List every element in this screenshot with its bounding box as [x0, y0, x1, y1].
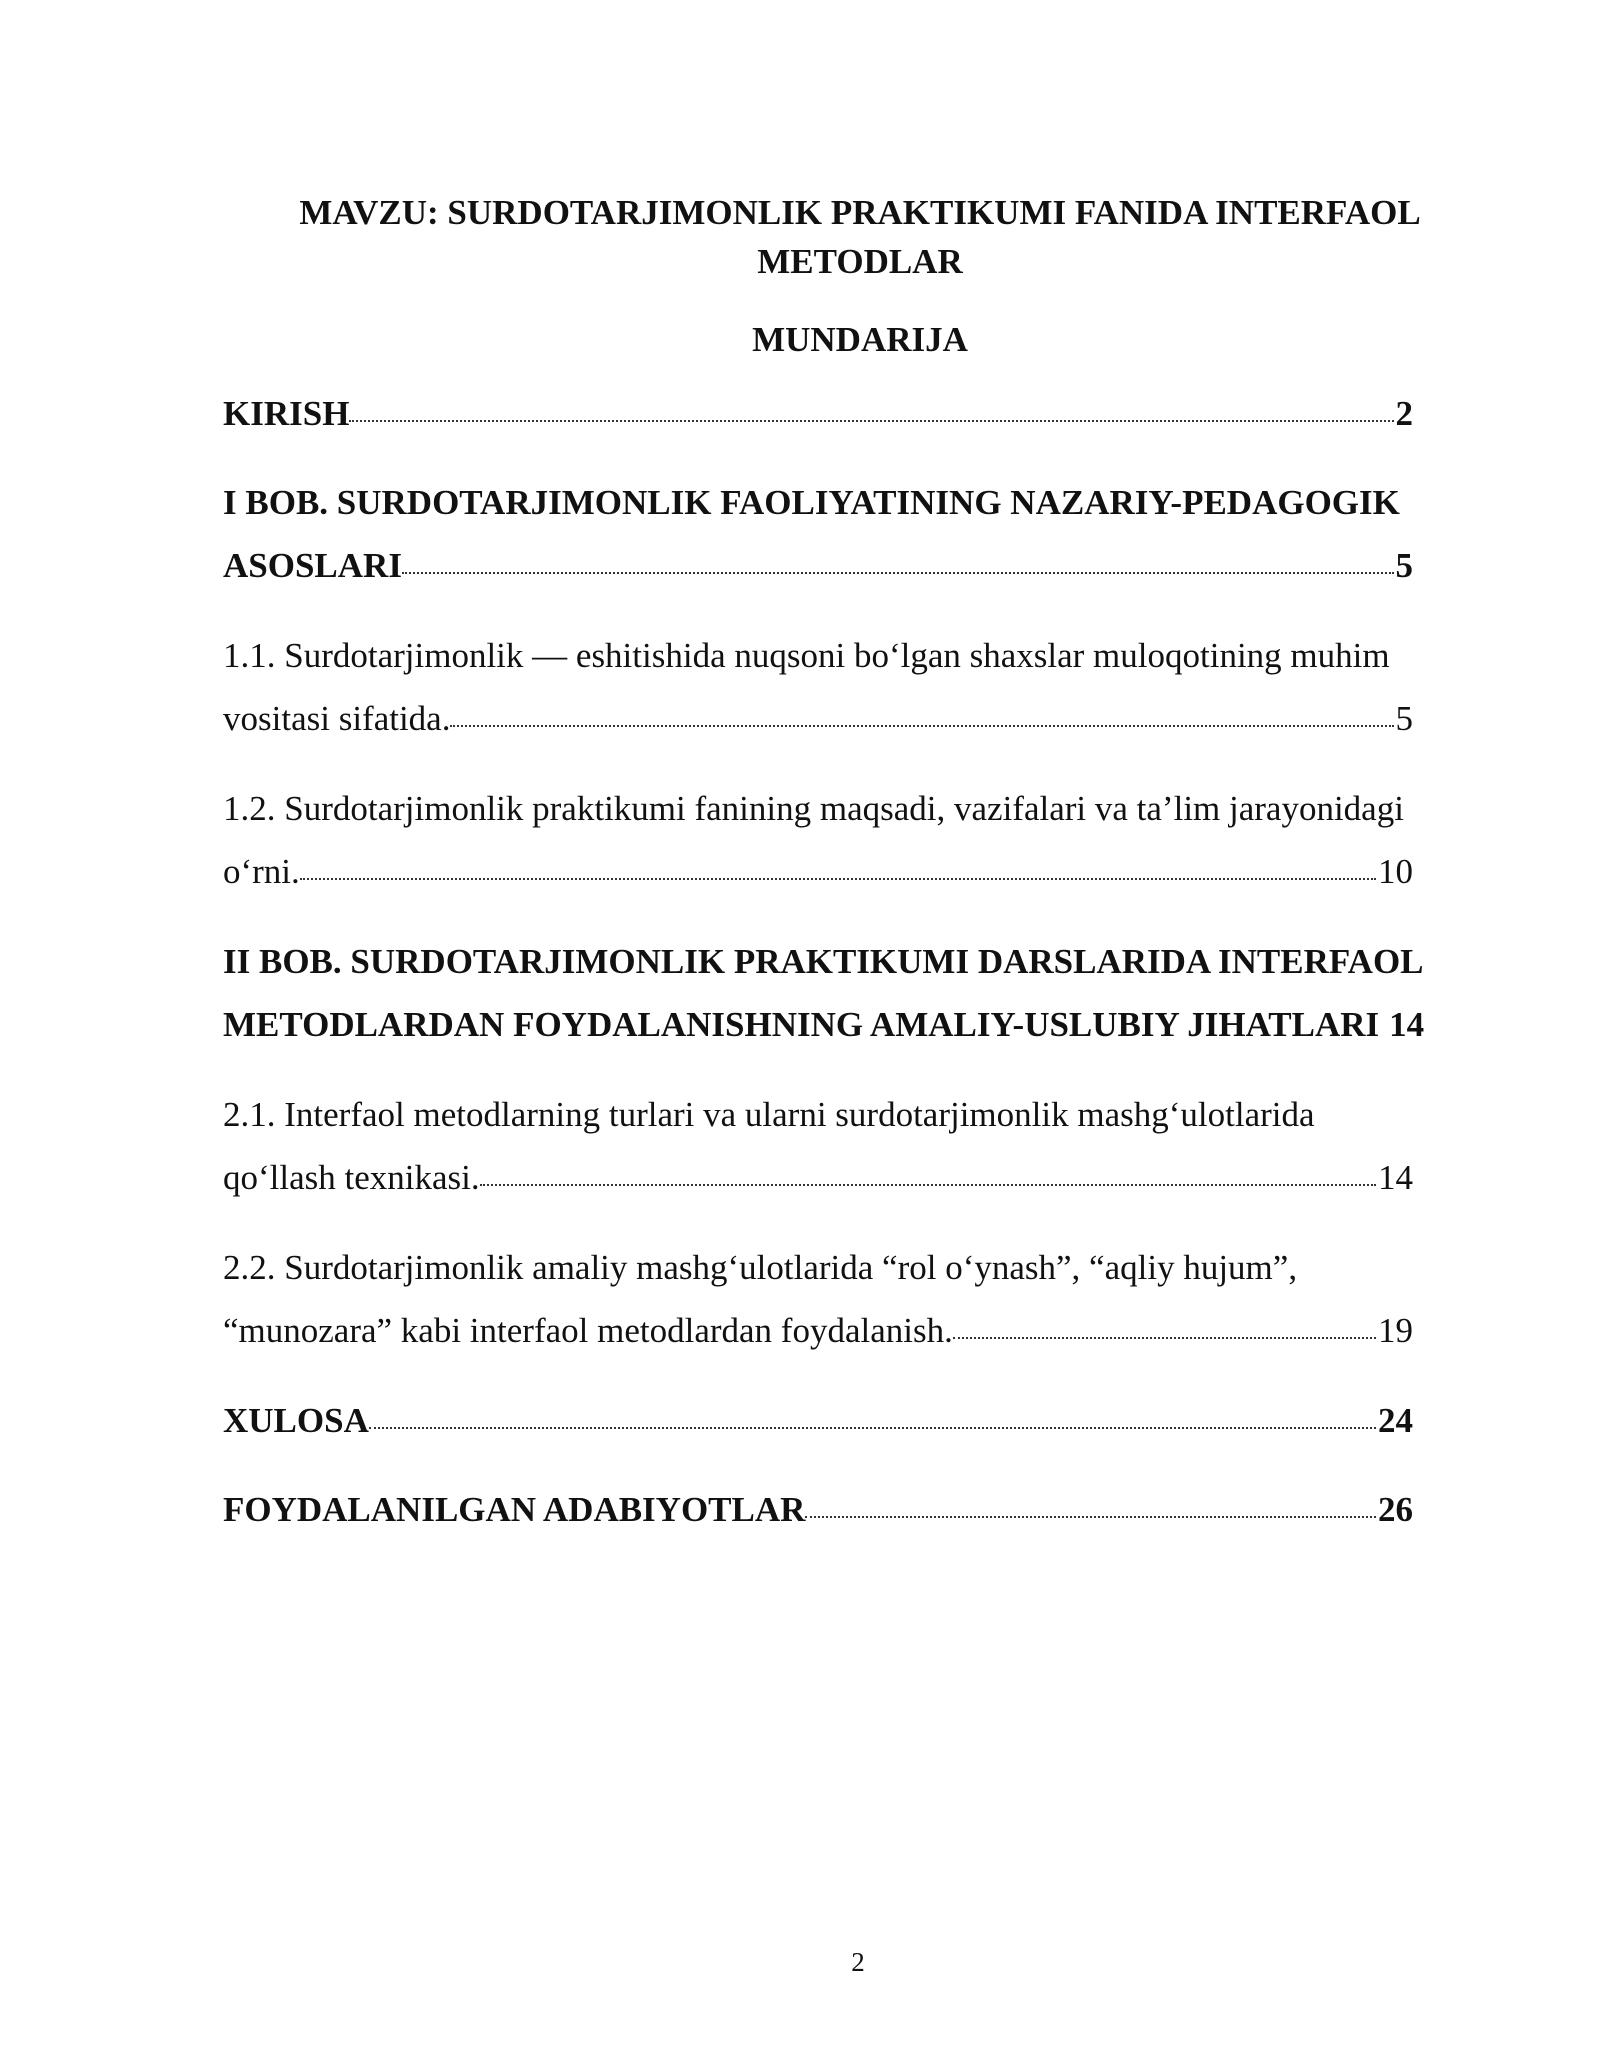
toc-page-number: 5 — [1395, 546, 1413, 585]
toc-page-number: 2 — [1395, 394, 1413, 433]
toc-entry-kirish[interactable] — [223, 382, 1413, 445]
toc-entry-label: II BOB. SURDOTARJIMONLIK PRAKTIKUMI DARSLARIDA INTERFAOL — [223, 942, 1424, 981]
dot-leader — [300, 878, 1376, 880]
toc-entry-label: FOYDALANILGAN ADABIYOTLAR — [223, 1490, 806, 1529]
toc-page-number: 10 — [1378, 852, 1413, 891]
toc-entry-label: ASOSLARI — [223, 546, 402, 585]
toc-entry-section-1-1[interactable] — [223, 624, 1413, 750]
toc-heading: MUNDARIJA — [752, 320, 968, 359]
toc-entry-label: XULOSA — [223, 1401, 369, 1440]
title-line-1: MAVZU: SURDOTARJIMONLIK PRAKTIKUMI FANIDA INTERFAOL — [299, 193, 1421, 232]
toc-entry-xulosa[interactable] — [223, 1389, 1413, 1452]
toc-page-number: 14 — [1378, 1158, 1413, 1197]
toc-page-number: 24 — [1378, 1401, 1413, 1440]
dot-leader — [402, 572, 1394, 574]
toc-entry-chapter-2[interactable] — [223, 930, 1489, 1056]
dot-leader — [349, 420, 1393, 422]
toc-entry-section-2-1[interactable] — [223, 1083, 1413, 1209]
toc-entry-label: vositasi sifatida. — [223, 699, 451, 738]
document-title — [220, 188, 1500, 286]
dot-leader — [450, 725, 1393, 727]
toc-entry-label: 1.1. Surdotarjimonlik — eshitishida nuqsoni bo‘lgan shaxslar muloqotining muhim — [223, 636, 1390, 675]
toc-entry-bibliography[interactable] — [223, 1478, 1413, 1541]
toc-entry-label: “munozara” kabi interfaol metodlardan foydalanish. — [223, 1311, 953, 1350]
dot-leader — [480, 1184, 1376, 1186]
toc-entry-label: KIRISH — [223, 394, 350, 433]
page-number: 2 — [851, 1947, 865, 1977]
toc-entry-label: o‘rni. — [223, 852, 300, 891]
toc-page-number: 14 — [1389, 1005, 1425, 1044]
toc-entry-label: I BOB. SURDOTARJIMONLIK FAOLIYATINING NAZARIY-PEDAGOGIK — [223, 483, 1400, 522]
toc-entry-section-2-2[interactable] — [223, 1236, 1413, 1362]
dot-leader — [805, 1516, 1376, 1518]
dot-leader — [369, 1427, 1376, 1429]
toc-page-number: 26 — [1378, 1490, 1413, 1529]
toc-entry-label: 2.1. Interfaol metodlarning turlari va ularni surdotarjimonlik mashg‘ulotlarida — [223, 1095, 1315, 1134]
dot-leader — [953, 1337, 1376, 1339]
toc-entry-label: 2.2. Surdotarjimonlik amaliy mashg‘ulotlarida “rol o‘ynash”, “aqliy hujum”, — [223, 1248, 1298, 1287]
toc-entry-label: qo‘llash texnikasi. — [223, 1158, 480, 1197]
title-line-2: METODLAR — [757, 242, 963, 281]
toc-entry-label: METODLARDAN FOYDALANISHNING AMALIY-USLUBIY JIHATLARI — [223, 1005, 1380, 1044]
toc-entry-label: 1.2. Surdotarjimonlik praktikumi fanining maqsadi, vazifalari va ta’lim jarayonidagi — [223, 789, 1404, 828]
toc-entry-section-1-2[interactable] — [223, 777, 1413, 903]
toc-entry-chapter-1[interactable] — [223, 471, 1413, 597]
toc-page-number: 5 — [1395, 699, 1413, 738]
toc-page-number: 19 — [1378, 1311, 1413, 1350]
